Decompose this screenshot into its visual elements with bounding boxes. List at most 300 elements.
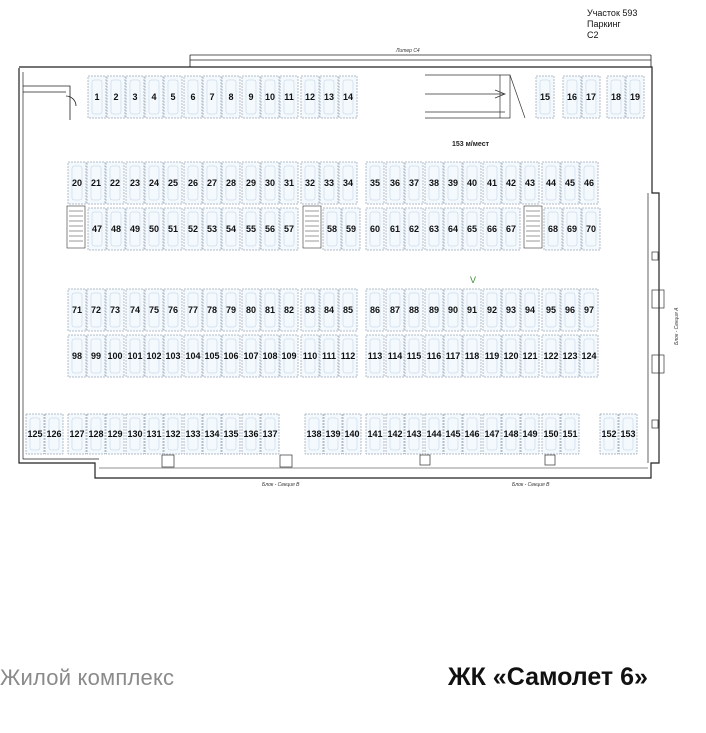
parking-space-number: 6 [190, 92, 196, 102]
parking-space-number: 126 [46, 429, 62, 439]
parking-space [301, 76, 319, 118]
parking-space [305, 414, 323, 454]
parking-space [502, 208, 520, 250]
parking-space-number: 52 [187, 224, 199, 234]
corner-room [23, 86, 76, 120]
parking-space [261, 76, 279, 118]
parking-space-number: 103 [165, 351, 181, 361]
parking-space-number: 95 [545, 305, 557, 315]
parking-space-number: 124 [581, 351, 597, 361]
parking-space [483, 414, 501, 454]
parking-space [107, 208, 125, 250]
parking-space [280, 208, 298, 250]
parking-space-number: 102 [146, 351, 162, 361]
parking-space [320, 335, 338, 377]
bottom-exits [162, 455, 555, 467]
parking-space-number: 117 [445, 351, 461, 361]
parking-space-number: 147 [484, 429, 500, 439]
parking-space [222, 76, 240, 118]
parking-space [242, 289, 260, 331]
parking-space-number: 77 [187, 305, 199, 315]
parking-space-number: 26 [187, 178, 199, 188]
parking-space [203, 162, 221, 204]
parking-space [405, 289, 423, 331]
parking-space [301, 162, 319, 204]
parking-space [261, 208, 279, 250]
footer-title: ЖК «Самолет 6» [448, 663, 648, 691]
parking-space-number: 105 [204, 351, 220, 361]
parking-space [542, 289, 560, 331]
parking-space-number: 64 [447, 224, 459, 234]
parking-space [68, 162, 86, 204]
parking-space [280, 289, 298, 331]
parking-space [203, 335, 221, 377]
check-mark: V [470, 275, 477, 285]
parking-space [184, 289, 202, 331]
parking-space-number: 10 [264, 92, 276, 102]
parking-space-number: 145 [445, 429, 461, 439]
parking-space-number: 42 [505, 178, 517, 188]
parking-space-number: 12 [304, 92, 316, 102]
parking-space [502, 289, 520, 331]
parking-space-number: 53 [206, 224, 218, 234]
parking-space [222, 289, 240, 331]
parking-space [107, 76, 125, 118]
parking-space [542, 162, 560, 204]
parking-space-number: 111 [321, 351, 337, 361]
parking-space [145, 414, 163, 454]
parking-space [68, 289, 86, 331]
parking-space-number: 149 [522, 429, 538, 439]
parking-space [425, 414, 443, 454]
parking-space-number: 72 [90, 305, 102, 315]
parking-space [386, 335, 404, 377]
parking-space [45, 414, 63, 454]
parking-space-number: 21 [90, 178, 102, 188]
parking-space-number: 75 [148, 305, 160, 315]
parking-space-number: 51 [167, 224, 179, 234]
parking-space-number: 119 [484, 351, 500, 361]
parking-space-number: 23 [129, 178, 141, 188]
parking-space [68, 414, 86, 454]
right-exits [652, 252, 664, 428]
parking-space [164, 162, 182, 204]
parking-space [425, 162, 443, 204]
parking-space [203, 289, 221, 331]
parking-space [222, 335, 240, 377]
parking-space [320, 76, 338, 118]
parking-space [164, 414, 182, 454]
parking-space-number: 112 [340, 351, 356, 361]
parking-space-number: 122 [543, 351, 559, 361]
parking-space-number: 30 [264, 178, 276, 188]
parking-space-number: 151 [562, 429, 578, 439]
parking-space [405, 414, 423, 454]
parking-space-number: 118 [464, 351, 480, 361]
parking-space-number: 38 [428, 178, 440, 188]
parking-space [87, 289, 105, 331]
parking-space-number: 41 [486, 178, 498, 188]
parking-space [126, 208, 144, 250]
parking-space [521, 162, 539, 204]
parking-space-number: 11 [284, 92, 294, 102]
parking-space-number: 76 [167, 305, 179, 315]
parking-space [68, 335, 86, 377]
parking-space [261, 335, 279, 377]
parking-space-number: 104 [185, 351, 201, 361]
parking-space-number: 5 [170, 92, 176, 102]
parking-space-number: 135 [223, 429, 239, 439]
parking-space-number: 58 [326, 224, 338, 234]
parking-space [280, 76, 298, 118]
parking-space [126, 335, 144, 377]
parking-space [366, 162, 384, 204]
parking-space [536, 76, 554, 118]
parking-space-number: 69 [566, 224, 578, 234]
parking-space [324, 414, 342, 454]
parking-space-number: 85 [342, 305, 354, 315]
parking-space [222, 162, 240, 204]
parking-space-number: 120 [503, 351, 519, 361]
parking-space [542, 335, 560, 377]
parking-space-number: 87 [389, 305, 401, 315]
parking-space-number: 40 [466, 178, 478, 188]
parking-space [444, 208, 462, 250]
parking-space-number: 130 [127, 429, 143, 439]
parking-space [184, 162, 202, 204]
parking-space-number: 110 [302, 351, 318, 361]
parking-space-number: 43 [524, 178, 536, 188]
parking-space [184, 335, 202, 377]
parking-space [521, 414, 539, 454]
parking-space [261, 162, 279, 204]
parking-space [366, 414, 384, 454]
parking-space-number: 113 [367, 351, 383, 361]
parking-space-number: 35 [369, 178, 381, 188]
parking-space-number: 8 [228, 92, 234, 102]
parking-space-number: 80 [245, 305, 257, 315]
parking-space [280, 335, 298, 377]
parking-space [366, 335, 384, 377]
parking-space-number: 137 [262, 429, 278, 439]
parking-space [502, 414, 520, 454]
parking-space-number: 125 [27, 429, 43, 439]
parking-space-number: 107 [243, 351, 259, 361]
parking-space-number: 68 [547, 224, 559, 234]
parking-space-number: 153 [620, 429, 636, 439]
parking-space [502, 162, 520, 204]
parking-space [242, 162, 260, 204]
parking-space [106, 335, 124, 377]
parking-space-number: 81 [264, 305, 276, 315]
parking-space [242, 76, 260, 118]
parking-space [626, 76, 644, 118]
parking-space [280, 162, 298, 204]
parking-space-number: 59 [345, 224, 357, 234]
parking-space-number: 18 [610, 92, 622, 102]
parking-space [87, 162, 105, 204]
ramp [425, 75, 525, 118]
parking-space [580, 289, 598, 331]
parking-space [126, 414, 144, 454]
parking-space [502, 335, 520, 377]
parking-space [483, 208, 501, 250]
parking-space [339, 289, 357, 331]
parking-space-number: 127 [69, 429, 85, 439]
parking-space-number: 89 [428, 305, 440, 315]
parking-space [580, 335, 598, 377]
parking-space-number: 128 [88, 429, 104, 439]
parking-space [203, 414, 221, 454]
parking-space-number: 29 [245, 178, 257, 188]
parking-space-number: 97 [583, 305, 595, 315]
parking-space [521, 335, 539, 377]
parking-space-number: 91 [466, 305, 478, 315]
parking-space [425, 335, 443, 377]
parking-space-number: 57 [283, 224, 295, 234]
parking-space-number: 115 [406, 351, 422, 361]
parking-space [320, 162, 338, 204]
parking-space [145, 335, 163, 377]
parking-space [222, 414, 240, 454]
parking-space-number: 150 [543, 429, 559, 439]
parking-space-number: 132 [165, 429, 181, 439]
parking-space [145, 208, 163, 250]
parking-space-number: 90 [447, 305, 459, 315]
parking-space-number: 22 [109, 178, 121, 188]
parking-space-number: 140 [344, 429, 360, 439]
parking-space-number: 141 [367, 429, 383, 439]
parking-space-number: 56 [264, 224, 276, 234]
parking-space-number: 143 [406, 429, 422, 439]
parking-space-number: 44 [545, 178, 557, 188]
parking-space-number: 86 [369, 305, 381, 315]
parking-space [386, 414, 404, 454]
facility-type: Паркинг [587, 19, 621, 29]
parking-space-number: 50 [148, 224, 160, 234]
parking-space-number: 109 [281, 351, 297, 361]
parking-space-number: 106 [223, 351, 239, 361]
parking-space [126, 162, 144, 204]
parking-space [26, 414, 44, 454]
footer-subtitle: Жилой комплекс [0, 665, 175, 690]
parking-space-number: 148 [503, 429, 519, 439]
parking-space [261, 414, 279, 454]
parking-space-number: 24 [148, 178, 160, 188]
parking-space [463, 162, 481, 204]
parking-space [203, 76, 221, 118]
parking-space [405, 208, 423, 250]
parking-space [444, 289, 462, 331]
parking-space [126, 289, 144, 331]
parking-space [164, 208, 182, 250]
parking-space [561, 162, 579, 204]
parking-space-number: 45 [564, 178, 576, 188]
parking-space-number: 116 [426, 351, 442, 361]
parking-space-number: 92 [486, 305, 498, 315]
parking-space [463, 335, 481, 377]
parking-space [582, 76, 600, 118]
parking-space-number: 25 [167, 178, 179, 188]
parking-space-number: 37 [408, 178, 420, 188]
parking-space-number: 33 [323, 178, 335, 188]
parking-space-number: 34 [342, 178, 354, 188]
parking-space-number: 79 [225, 305, 237, 315]
parking-space-number: 55 [245, 224, 257, 234]
parking-space [366, 289, 384, 331]
parking-space [521, 289, 539, 331]
parking-space-number: 19 [629, 92, 641, 102]
parking-space [87, 414, 105, 454]
parking-space [386, 289, 404, 331]
parking-space [463, 289, 481, 331]
parking-space [145, 289, 163, 331]
parking-space-number: 65 [466, 224, 478, 234]
plot-number: Участок 593 [587, 8, 638, 18]
parking-space-number: 82 [283, 305, 295, 315]
parking-space-number: 9 [248, 92, 254, 102]
parking-space-number: 133 [185, 429, 201, 439]
parking-space [483, 162, 501, 204]
parking-space [386, 208, 404, 250]
parking-space-number: 131 [146, 429, 162, 439]
parking-space [561, 335, 579, 377]
parking-space-number: 144 [426, 429, 442, 439]
parking-space-number: 100 [107, 351, 123, 361]
parking-space [106, 162, 124, 204]
parking-space-number: 99 [90, 351, 102, 361]
parking-space-number: 20 [71, 178, 83, 188]
parking-spaces [26, 76, 644, 454]
parking-space [425, 289, 443, 331]
parking-space [242, 335, 260, 377]
parking-space [544, 208, 562, 250]
parking-space [366, 208, 384, 250]
parking-space-number: 31 [283, 178, 295, 188]
parking-space [145, 76, 163, 118]
parking-space [184, 208, 202, 250]
parking-space [184, 76, 202, 118]
parking-space [405, 335, 423, 377]
parking-space-number: 32 [304, 178, 316, 188]
stairwell-center [303, 206, 321, 248]
parking-space [164, 76, 182, 118]
parking-space-number: 2 [113, 92, 119, 102]
parking-space [87, 335, 105, 377]
capacity-label: 153 м/мест [452, 141, 490, 148]
parking-space-number: 28 [225, 178, 237, 188]
parking-space-number: 93 [505, 305, 517, 315]
parking-space-number: 46 [583, 178, 595, 188]
parking-space [561, 289, 579, 331]
parking-space-number: 146 [464, 429, 480, 439]
parking-space [339, 335, 357, 377]
parking-space [320, 289, 338, 331]
parking-space-number: 60 [369, 224, 381, 234]
parking-space-number: 98 [71, 351, 83, 361]
parking-space [126, 76, 144, 118]
parking-space [483, 289, 501, 331]
parking-space-number: 101 [127, 351, 143, 361]
parking-space-number: 39 [447, 178, 459, 188]
parking-space-number: 62 [408, 224, 420, 234]
parking-space [145, 162, 163, 204]
parking-space-number: 16 [566, 92, 578, 102]
parking-space [106, 414, 124, 454]
parking-space [386, 162, 404, 204]
parking-space [323, 208, 341, 250]
parking-space-number: 49 [129, 224, 141, 234]
parking-space-number: 138 [306, 429, 322, 439]
parking-space [607, 76, 625, 118]
parking-space-number: 88 [408, 305, 420, 315]
parking-space-number: 70 [585, 224, 597, 234]
stairwell-left [67, 206, 85, 248]
parking-space-number: 67 [505, 224, 517, 234]
parking-space-number: 13 [323, 92, 335, 102]
parking-space-number: 142 [387, 429, 403, 439]
parking-space-number: 134 [204, 429, 220, 439]
parking-space-number: 108 [262, 351, 278, 361]
parking-space [88, 208, 106, 250]
parking-space [580, 162, 598, 204]
parking-space-number: 4 [151, 92, 157, 102]
parking-space-number: 136 [243, 429, 259, 439]
parking-space [203, 208, 221, 250]
parking-space [619, 414, 637, 454]
parking-space [106, 289, 124, 331]
parking-space [563, 208, 581, 250]
parking-space [301, 335, 319, 377]
parking-space [164, 289, 182, 331]
parking-space [301, 289, 319, 331]
parking-space [483, 335, 501, 377]
parking-space-number: 47 [91, 224, 103, 234]
parking-space-number: 7 [209, 92, 215, 102]
parking-space-number: 3 [132, 92, 138, 102]
parking-space-number: 83 [304, 305, 316, 315]
litera-label: Литер С4 [396, 48, 420, 54]
parking-space [425, 208, 443, 250]
parking-space [339, 162, 357, 204]
parking-space-number: 63 [428, 224, 440, 234]
parking-space [600, 414, 618, 454]
parking-space [342, 208, 360, 250]
parking-space-number: 27 [206, 178, 218, 188]
parking-space-number: 54 [225, 224, 237, 234]
parking-space-number: 14 [342, 92, 354, 102]
parking-space [339, 76, 357, 118]
parking-space [184, 414, 202, 454]
parking-space-number: 71 [71, 305, 83, 315]
parking-space [261, 289, 279, 331]
parking-space-number: 73 [109, 305, 121, 315]
parking-space-number: 84 [323, 305, 335, 315]
parking-space [463, 208, 481, 250]
parking-space [444, 335, 462, 377]
parking-space-number: 121 [522, 351, 538, 361]
parking-space-number: 123 [562, 351, 578, 361]
parking-space-number: 17 [585, 92, 597, 102]
parking-space-number: 61 [389, 224, 401, 234]
parking-space-number: 129 [107, 429, 123, 439]
parking-space [542, 414, 560, 454]
parking-space [242, 414, 260, 454]
parking-space-number: 114 [387, 351, 403, 361]
parking-space-number: 1 [94, 92, 100, 102]
parking-space [242, 208, 260, 250]
parking-space-number: 96 [564, 305, 576, 315]
